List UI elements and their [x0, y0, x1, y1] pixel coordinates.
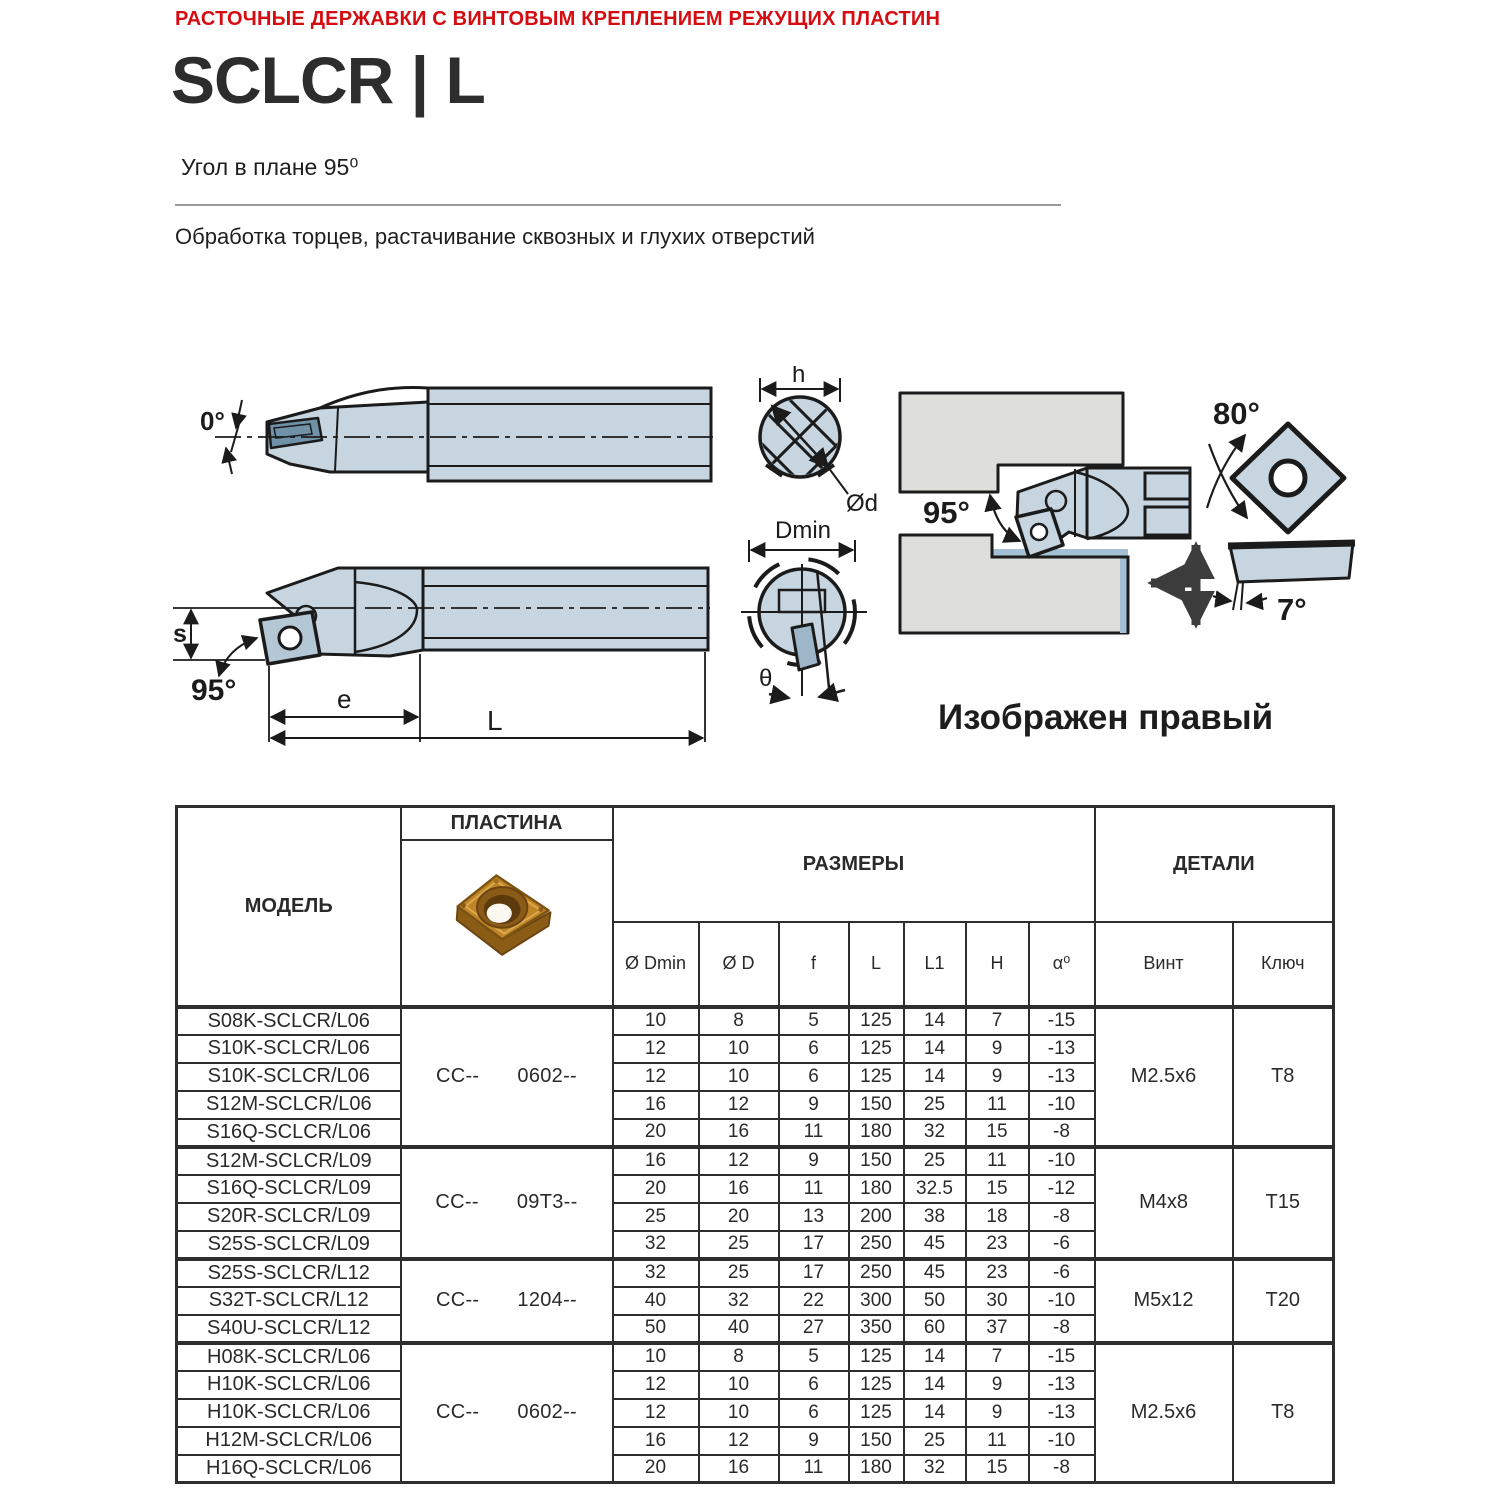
size-value-cell: 14: [904, 1399, 966, 1427]
size-value-cell: 200: [849, 1203, 904, 1231]
size-value-cell: 27: [779, 1315, 849, 1343]
size-value-cell: 25: [699, 1231, 779, 1259]
size-value-cell: 16: [613, 1427, 699, 1455]
size-value-cell: 25: [613, 1203, 699, 1231]
screw-cell: M2.5x6: [1095, 1007, 1233, 1147]
size-value-cell: -10: [1029, 1091, 1095, 1119]
e-dimension-label: e: [337, 684, 352, 714]
size-value-cell: 125: [849, 1063, 904, 1091]
insert-photo-cell: [401, 840, 613, 1007]
size-value-cell: 6: [779, 1035, 849, 1063]
col-header-h: H: [966, 922, 1029, 1007]
size-value-cell: 180: [849, 1455, 904, 1483]
size-value-cell: 45: [904, 1259, 966, 1287]
size-value-cell: 9: [779, 1427, 849, 1455]
size-value-cell: 11: [779, 1175, 849, 1203]
model-cell: S16Q-SCLCR/L06: [177, 1119, 401, 1147]
lead-angle-label: 95°: [191, 674, 237, 707]
size-value-cell: 125: [849, 1371, 904, 1399]
insert-code-token: 0602--: [517, 1401, 578, 1424]
size-value-cell: 12: [613, 1371, 699, 1399]
size-value-cell: 8: [699, 1343, 779, 1371]
size-value-cell: 23: [966, 1231, 1029, 1259]
size-value-cell: 6: [779, 1399, 849, 1427]
col-header-vint: Винт: [1095, 922, 1233, 1007]
size-value-cell: 14: [904, 1371, 966, 1399]
size-value-cell: 6: [779, 1063, 849, 1091]
size-value-cell: 15: [966, 1455, 1029, 1483]
screw-cell: M4x8: [1095, 1147, 1233, 1259]
model-cell: S10K-SCLCR/L06: [177, 1063, 401, 1091]
model-cell: H08K-SCLCR/L06: [177, 1343, 401, 1371]
drawing-min-bore-section: [737, 518, 902, 713]
size-value-cell: 150: [849, 1091, 904, 1119]
size-value-cell: 22: [779, 1287, 849, 1315]
size-value-cell: 14: [904, 1007, 966, 1035]
size-value-cell: 11: [779, 1119, 849, 1147]
size-value-cell: 15: [966, 1119, 1029, 1147]
size-value-cell: 10: [699, 1035, 779, 1063]
specs-table: [175, 805, 1335, 1484]
size-value-cell: 12: [613, 1399, 699, 1427]
size-value-cell: 45: [904, 1231, 966, 1259]
col-header-detali: ДЕТАЛИ: [1095, 807, 1334, 922]
model-cell: S10K-SCLCR/L06: [177, 1035, 401, 1063]
size-value-cell: 9: [966, 1035, 1029, 1063]
spec-table-body: [177, 1007, 1334, 1483]
size-value-cell: -10: [1029, 1427, 1095, 1455]
size-value-cell: 16: [699, 1119, 779, 1147]
col-header-l: L: [849, 922, 904, 1007]
size-value-cell: -13: [1029, 1063, 1095, 1091]
size-value-cell: 6: [779, 1371, 849, 1399]
insert-code-cell: [401, 1343, 613, 1483]
size-value-cell: -13: [1029, 1371, 1095, 1399]
size-value-cell: -8: [1029, 1119, 1095, 1147]
page-kicker: РАСТОЧНЫЕ ДЕРЖАВКИ С ВИНТОВЫМ КРЕПЛЕНИЕМ РЕЖУЩИХ ПЛАСТИН: [175, 8, 941, 30]
size-value-cell: 32: [699, 1287, 779, 1315]
model-cell: S25S-SCLCR/L09: [177, 1231, 401, 1259]
key-cell: T15: [1233, 1147, 1334, 1259]
size-value-cell: -13: [1029, 1399, 1095, 1427]
h-dimension-label: h: [792, 366, 806, 388]
size-value-cell: 11: [966, 1091, 1029, 1119]
size-value-cell: 20: [699, 1203, 779, 1231]
size-value-cell: 17: [779, 1231, 849, 1259]
size-value-cell: 23: [966, 1259, 1029, 1287]
insert-code-cell: [401, 1147, 613, 1259]
tilt-angle-label: 0°: [200, 406, 225, 436]
size-value-cell: 12: [613, 1035, 699, 1063]
drawing-workpiece-boring: [893, 385, 1223, 650]
size-value-cell: 5: [779, 1007, 849, 1035]
size-value-cell: 10: [699, 1399, 779, 1427]
lead-angle-subtitle: Угол в плане 95⁰: [181, 154, 359, 180]
insert-code-token: CC--: [435, 1065, 480, 1087]
model-cell: S08K-SCLCR/L06: [177, 1007, 401, 1035]
insert-photo: [444, 862, 570, 978]
size-value-cell: 25: [699, 1259, 779, 1287]
size-value-cell: 14: [904, 1035, 966, 1063]
drawing-caption: Изображен правый: [938, 698, 1274, 737]
size-value-cell: 180: [849, 1119, 904, 1147]
size-value-cell: 9: [966, 1371, 1029, 1399]
size-value-cell: -6: [1029, 1231, 1095, 1259]
size-value-cell: 32: [613, 1259, 699, 1287]
size-value-cell: 25: [904, 1147, 966, 1175]
size-value-cell: 300: [849, 1287, 904, 1315]
key-cell: T8: [1233, 1007, 1334, 1147]
size-value-cell: 9: [966, 1399, 1029, 1427]
size-value-cell: 32.5: [904, 1175, 966, 1203]
model-cell: H10K-SCLCR/L06: [177, 1399, 401, 1427]
col-header-plastina: ПЛАСТИНА: [401, 807, 613, 840]
clearance-angle-label: 7°: [1277, 592, 1307, 627]
model-cell: S12M-SCLCR/L06: [177, 1091, 401, 1119]
size-value-cell: 5: [779, 1343, 849, 1371]
size-value-cell: 18: [966, 1203, 1029, 1231]
size-value-cell: -12: [1029, 1175, 1095, 1203]
size-value-cell: -8: [1029, 1455, 1095, 1483]
size-value-cell: 40: [699, 1315, 779, 1343]
divider-line: [175, 204, 1061, 206]
size-value-cell: 12: [613, 1063, 699, 1091]
size-value-cell: 20: [613, 1175, 699, 1203]
model-cell: H12M-SCLCR/L06: [177, 1427, 401, 1455]
page-title: SCLCR | L: [171, 43, 485, 117]
size-value-cell: 9: [779, 1091, 849, 1119]
size-value-cell: -10: [1029, 1287, 1095, 1315]
dmin-dimension-label: Dmin: [775, 518, 832, 544]
size-value-cell: 17: [779, 1259, 849, 1287]
model-cell: H10K-SCLCR/L06: [177, 1371, 401, 1399]
model-cell: S12M-SCLCR/L09: [177, 1147, 401, 1175]
size-value-cell: -10: [1029, 1147, 1095, 1175]
model-cell: S16Q-SCLCR/L09: [177, 1175, 401, 1203]
size-value-cell: 10: [613, 1007, 699, 1035]
size-value-cell: 37: [966, 1315, 1029, 1343]
size-value-cell: -8: [1029, 1203, 1095, 1231]
insert-code-token: CC--: [435, 1401, 480, 1424]
size-value-cell: 20: [613, 1119, 699, 1147]
col-header-d: Ø D: [699, 922, 779, 1007]
insert-code-token: CC--: [435, 1289, 480, 1311]
size-value-cell: 13: [779, 1203, 849, 1231]
size-value-cell: 125: [849, 1399, 904, 1427]
col-header-f: f: [779, 922, 849, 1007]
size-value-cell: 180: [849, 1175, 904, 1203]
model-cell: S40U-SCLCR/L12: [177, 1315, 401, 1343]
size-value-cell: 12: [699, 1091, 779, 1119]
size-value-cell: 16: [613, 1091, 699, 1119]
size-value-cell: 150: [849, 1427, 904, 1455]
size-value-cell: 40: [613, 1287, 699, 1315]
L-dimension-label: L: [487, 705, 503, 736]
size-value-cell: 11: [966, 1427, 1029, 1455]
s-dimension-label: s: [173, 620, 187, 648]
size-value-cell: 125: [849, 1343, 904, 1371]
size-value-cell: 14: [904, 1343, 966, 1371]
insert-code-cell: [401, 1259, 613, 1343]
col-header-dmin: Ø Dmin: [613, 922, 699, 1007]
size-value-cell: 25: [904, 1091, 966, 1119]
model-cell: S25S-SCLCR/L12: [177, 1259, 401, 1287]
insert-angle-label: 80°: [1213, 396, 1260, 431]
key-cell: T20: [1233, 1259, 1334, 1343]
size-value-cell: 50: [613, 1315, 699, 1343]
size-value-cell: 11: [966, 1147, 1029, 1175]
size-value-cell: 125: [849, 1007, 904, 1035]
size-value-cell: 32: [904, 1455, 966, 1483]
size-value-cell: 50: [904, 1287, 966, 1315]
size-value-cell: 150: [849, 1147, 904, 1175]
application-description: Обработка торцев, растачивание сквозных и глухих отверстий: [175, 224, 815, 249]
size-value-cell: 32: [613, 1231, 699, 1259]
drawing-shank-section: [742, 366, 892, 526]
size-value-cell: -8: [1029, 1315, 1095, 1343]
insert-code-token: CC--: [435, 1191, 479, 1213]
theta-angle-label: θ: [759, 665, 773, 692]
size-value-cell: 10: [699, 1371, 779, 1399]
size-value-cell: 10: [699, 1063, 779, 1091]
size-value-cell: 38: [904, 1203, 966, 1231]
insert-code-cell: [401, 1007, 613, 1147]
size-value-cell: 11: [779, 1455, 849, 1483]
size-value-cell: -15: [1029, 1343, 1095, 1371]
drawing-bar-top-view: [170, 378, 715, 500]
size-value-cell: 16: [699, 1175, 779, 1203]
drawing-bar-side-view: [165, 542, 715, 760]
col-header-kluch: Ключ: [1233, 922, 1334, 1007]
insert-code-token: 1204--: [517, 1289, 578, 1311]
size-value-cell: 7: [966, 1343, 1029, 1371]
key-cell: T8: [1233, 1343, 1334, 1483]
size-value-cell: 30: [966, 1287, 1029, 1315]
size-value-cell: 14: [904, 1063, 966, 1091]
size-value-cell: 9: [779, 1147, 849, 1175]
col-header-razmery: РАЗМЕРЫ: [613, 807, 1095, 922]
screw-cell: M5x12: [1095, 1259, 1233, 1343]
size-value-cell: 15: [966, 1175, 1029, 1203]
size-value-cell: 12: [699, 1147, 779, 1175]
size-value-cell: 250: [849, 1259, 904, 1287]
size-value-cell: 250: [849, 1231, 904, 1259]
size-value-cell: 25: [904, 1427, 966, 1455]
model-cell: S20R-SCLCR/L09: [177, 1203, 401, 1231]
screw-cell: M2.5x6: [1095, 1343, 1233, 1483]
size-value-cell: -6: [1029, 1259, 1095, 1287]
drawing-insert-angles: [1185, 388, 1375, 638]
size-value-cell: -15: [1029, 1007, 1095, 1035]
col-header-l1: L1: [904, 922, 966, 1007]
lead-angle-label-2: 95°: [923, 495, 970, 530]
size-value-cell: 60: [904, 1315, 966, 1343]
size-value-cell: 350: [849, 1315, 904, 1343]
size-value-cell: 9: [966, 1063, 1029, 1091]
size-value-cell: 8: [699, 1007, 779, 1035]
size-value-cell: 20: [613, 1455, 699, 1483]
model-cell: S32T-SCLCR/L12: [177, 1287, 401, 1315]
size-value-cell: 10: [613, 1343, 699, 1371]
col-header-model: МОДЕЛЬ: [177, 807, 401, 1007]
od-dimension-label: Ød: [846, 490, 879, 517]
size-value-cell: 16: [613, 1147, 699, 1175]
model-cell: H16Q-SCLCR/L06: [177, 1455, 401, 1483]
size-value-cell: 12: [699, 1427, 779, 1455]
insert-code-token: 09T3--: [516, 1191, 578, 1213]
insert-code-token: 0602--: [517, 1065, 578, 1087]
size-value-cell: 125: [849, 1035, 904, 1063]
size-value-cell: 7: [966, 1007, 1029, 1035]
size-value-cell: 16: [699, 1455, 779, 1483]
size-value-cell: -13: [1029, 1035, 1095, 1063]
col-header-alpha: α⁰: [1029, 922, 1095, 1007]
size-value-cell: 32: [904, 1119, 966, 1147]
